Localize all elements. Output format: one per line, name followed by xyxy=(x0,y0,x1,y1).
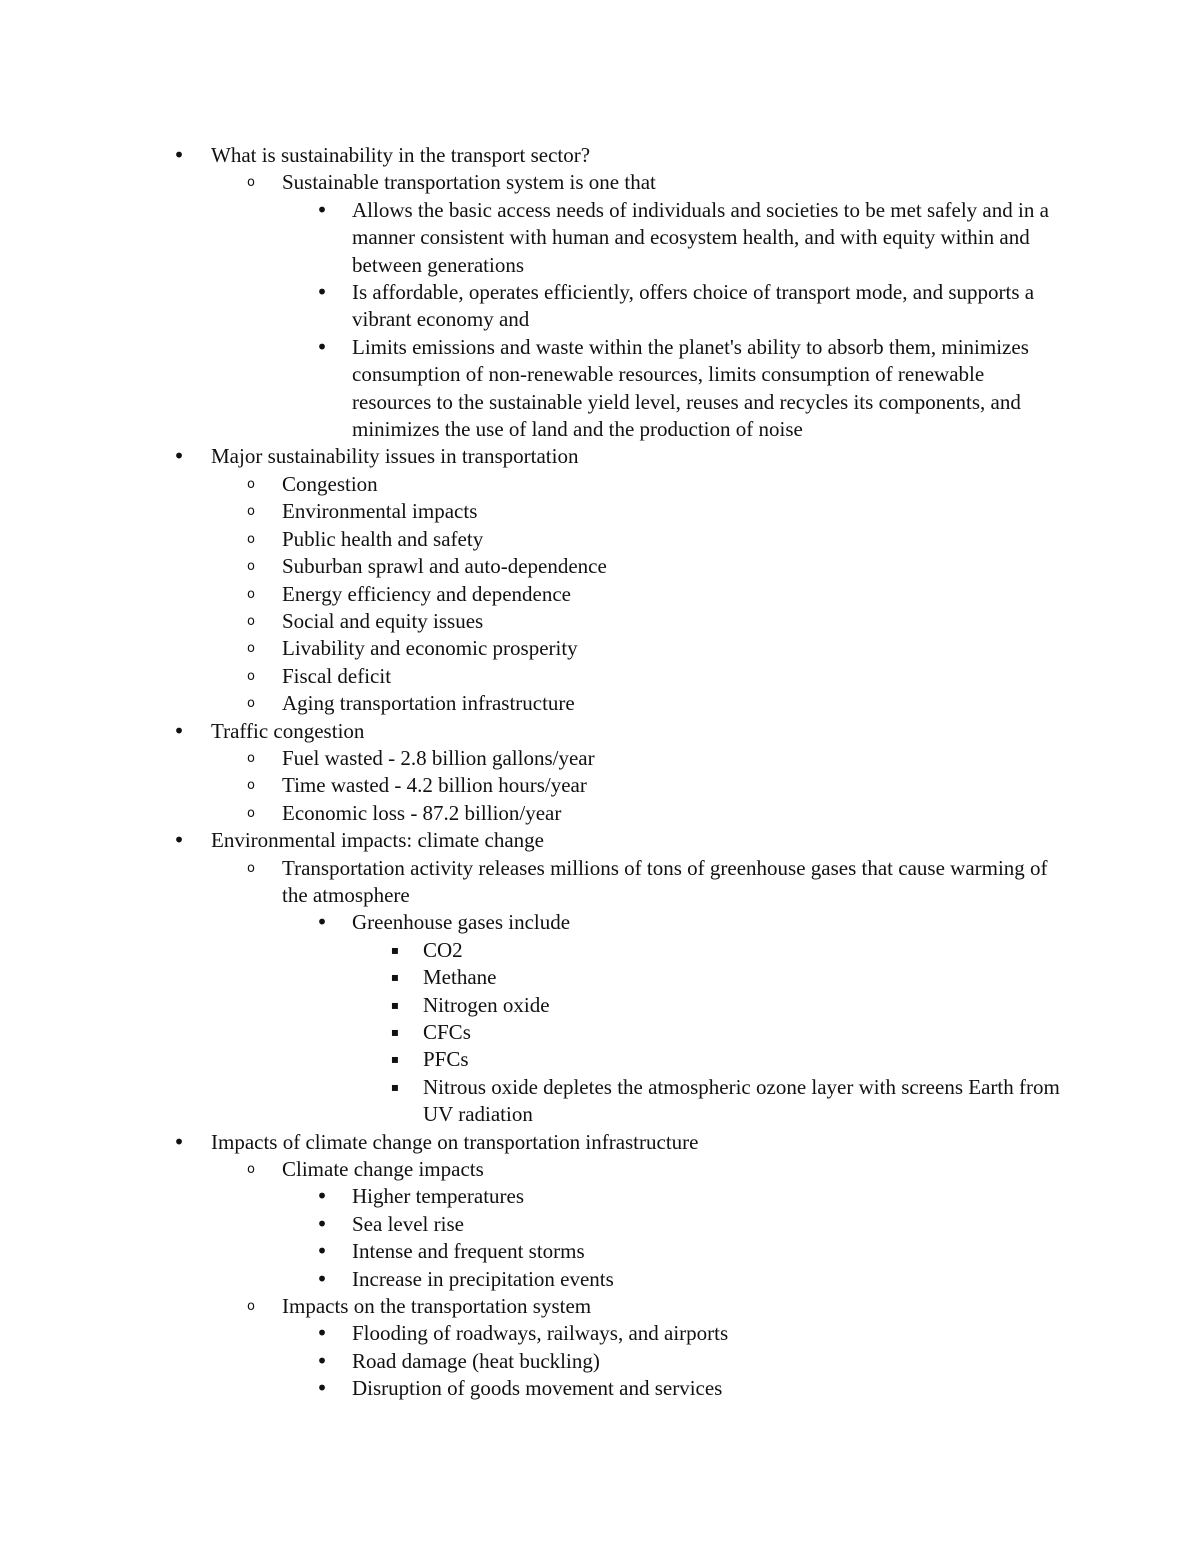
outline-item-level2 xyxy=(247,471,1072,498)
outline-item-text: Limits emissions and waste within the planet's ability to absorb them, minimizes consumption of non-renewable resources, limits consumption of renewable resources to the sustainable yield level, reuses and recycles its components, and minimizes the use of land and the production of noise xyxy=(352,334,1029,442)
bullet-icon: • xyxy=(316,1211,328,1236)
bullet-icon: o xyxy=(247,696,255,712)
outline-item-level3 xyxy=(316,279,1067,334)
outline-item-text: Environmental impacts: climate change xyxy=(211,828,544,853)
outline-item-text: Livability and economic prosperity xyxy=(282,636,578,661)
outline-item-level1 xyxy=(173,443,1081,470)
bullet-icon: • xyxy=(316,1321,328,1346)
bullet-icon: o xyxy=(247,613,255,629)
bullet-icon: ▪ xyxy=(390,970,400,985)
outline-item-level2 xyxy=(247,1293,1072,1320)
outline-item-text: Higher temperatures xyxy=(352,1184,525,1209)
outline-item-level2 xyxy=(247,745,1072,772)
bullet-icon: • xyxy=(316,280,328,305)
outline-item-level2 xyxy=(247,169,1072,196)
bullet-icon: o xyxy=(247,750,255,766)
outline-item-level2 xyxy=(247,663,1072,690)
bullet-icon: • xyxy=(316,334,328,359)
outline-item-level3 xyxy=(316,197,1067,279)
outline-item-text: CFCs xyxy=(423,1020,471,1044)
outline-item-level2 xyxy=(247,526,1072,553)
bullet-icon: ▪ xyxy=(390,942,400,957)
outline-item-level2 xyxy=(247,772,1072,799)
bullet-icon: • xyxy=(173,143,185,167)
bullet-icon: • xyxy=(173,444,185,469)
outline-item-text: Allows the basic access needs of individuals and societies to be met safely and in a manner consistent with human and ecosystem health, and with equity within and between generations xyxy=(352,197,1049,277)
outline-item-text: Energy efficiency and dependence xyxy=(282,581,571,606)
outline-item-level4 xyxy=(390,1019,1063,1046)
outline-item-text: CO2 xyxy=(423,937,463,962)
outline-item-level4 xyxy=(390,1074,1063,1129)
bullet-icon: • xyxy=(316,1266,328,1291)
outline-item-level2 xyxy=(247,1156,1072,1183)
outline-item-level2 xyxy=(247,608,1072,635)
outline-item-text: Traffic congestion xyxy=(211,718,365,743)
outline-item-text: Greenhouse gases include xyxy=(352,910,571,935)
outline-item-level1 xyxy=(173,827,1081,854)
outline-item-text: Intense and frequent storms xyxy=(352,1239,585,1264)
outline-item-text: Time wasted - 4.2 billion hours/year xyxy=(282,773,587,798)
outline-item-text: Aging transportation infrastructure xyxy=(282,691,575,716)
bullet-icon: o xyxy=(247,1299,255,1315)
bullet-icon: ▪ xyxy=(390,1025,400,1039)
outline-item-level2 xyxy=(247,690,1072,717)
outline-item-level4 xyxy=(390,992,1063,1019)
outline-item-level1 xyxy=(173,1129,1081,1156)
bullet-icon: o xyxy=(247,531,255,547)
outline-item-text: Impacts on the transportation system xyxy=(282,1294,592,1319)
bullet-icon: o xyxy=(247,860,255,876)
outline-item-text: Methane xyxy=(423,965,497,990)
outline-item-text: Social and equity issues xyxy=(282,608,484,633)
outline-item-text: Nitrogen oxide xyxy=(423,992,550,1017)
outline-item-text: PFCs xyxy=(423,1047,469,1072)
outline-item-text: Nitrous oxide depletes the atmospheric ozone layer with screens Earth from UV radiation xyxy=(423,1074,1060,1127)
bullet-icon: o xyxy=(247,641,255,657)
outline-item-text: Congestion xyxy=(282,471,378,496)
outline-item-text: Transportation activity releases millions of tons of greenhouse gases that cause warming of the atmosphere xyxy=(282,855,1048,907)
outline-item-level4 xyxy=(390,1046,1063,1073)
outline-item-level4 xyxy=(390,964,1063,991)
outline-item-level2 xyxy=(247,635,1072,662)
bullet-icon: ▪ xyxy=(390,1052,400,1067)
outline-item-level3 xyxy=(316,1266,1067,1293)
outline-item-level4 xyxy=(390,937,1063,964)
outline-item-text: Increase in precipitation events xyxy=(352,1266,614,1291)
bullet-icon: o xyxy=(247,1162,255,1178)
bullet-icon: • xyxy=(173,1129,185,1154)
outline-item-text: Fuel wasted - 2.8 billion gallons/year xyxy=(282,745,595,770)
outline-item-level1 xyxy=(173,718,1081,745)
outline-item-level2 xyxy=(247,581,1072,608)
outline-item-level3 xyxy=(316,1238,1067,1265)
bullet-icon: o xyxy=(247,559,255,575)
bullet-icon: o xyxy=(247,504,255,520)
bullet-icon: ▪ xyxy=(390,1079,400,1094)
bullet-icon: • xyxy=(316,1348,328,1373)
outline-item-level2 xyxy=(247,800,1072,827)
bullet-icon: • xyxy=(316,1376,328,1401)
bullet-icon: o xyxy=(247,805,255,821)
bullet-icon: o xyxy=(247,586,255,602)
outline-item-level3 xyxy=(316,1320,1067,1347)
outline-item-level3 xyxy=(316,334,1067,444)
outline-item-text: Public health and safety xyxy=(282,526,484,551)
outline-item-text: Is affordable, operates efficiently, offers choice of transport mode, and supports a vibrant economy and xyxy=(352,280,1035,332)
bullet-icon: • xyxy=(316,910,328,935)
outline-item-level3 xyxy=(316,1211,1067,1238)
outline-item-text: Impacts of climate change on transportation infrastructure xyxy=(211,1129,699,1154)
outline-item-text: What is sustainability in the transport sector? xyxy=(211,143,591,167)
outline-item-level3 xyxy=(316,1348,1067,1375)
outline-item-text: Disruption of goods movement and services xyxy=(352,1376,723,1401)
bullet-icon: o xyxy=(247,476,255,492)
outline-item-text: Sustainable transportation system is one that xyxy=(282,170,656,195)
outline-item-text: Climate change impacts xyxy=(282,1157,484,1182)
outline-item-text: Road damage (heat buckling) xyxy=(352,1348,600,1373)
outline-item-level2 xyxy=(247,498,1072,525)
outline-item-text: Suburban sprawl and auto-dependence xyxy=(282,554,607,579)
outline-item-level3 xyxy=(316,1183,1067,1210)
bullet-icon: • xyxy=(173,718,185,743)
bullet-icon: o xyxy=(247,778,255,794)
bullet-icon: o xyxy=(247,175,255,191)
bullet-icon: • xyxy=(316,1239,328,1264)
outline-item-text: Major sustainability issues in transportation xyxy=(211,444,579,469)
bullet-icon: o xyxy=(247,668,255,684)
outline-item-level1 xyxy=(173,142,1081,169)
outline-item-text: Environmental impacts xyxy=(282,499,478,524)
outline-item-text: Economic loss - 87.2 billion/year xyxy=(282,800,562,825)
outline-item-text: Sea level rise xyxy=(352,1211,464,1236)
bullet-icon: • xyxy=(316,197,328,222)
outline-item-level3 xyxy=(316,1375,1067,1402)
outline-item-level3 xyxy=(316,909,1067,936)
bullet-icon: • xyxy=(173,828,185,853)
bullet-icon: ▪ xyxy=(390,997,400,1012)
outline-item-level2 xyxy=(247,855,1072,910)
outline-item-text: Fiscal deficit xyxy=(282,663,392,688)
outline-item-level2 xyxy=(247,553,1072,580)
bullet-icon: • xyxy=(316,1184,328,1209)
outline-item-text: Flooding of roadways, railways, and airports xyxy=(352,1321,729,1346)
